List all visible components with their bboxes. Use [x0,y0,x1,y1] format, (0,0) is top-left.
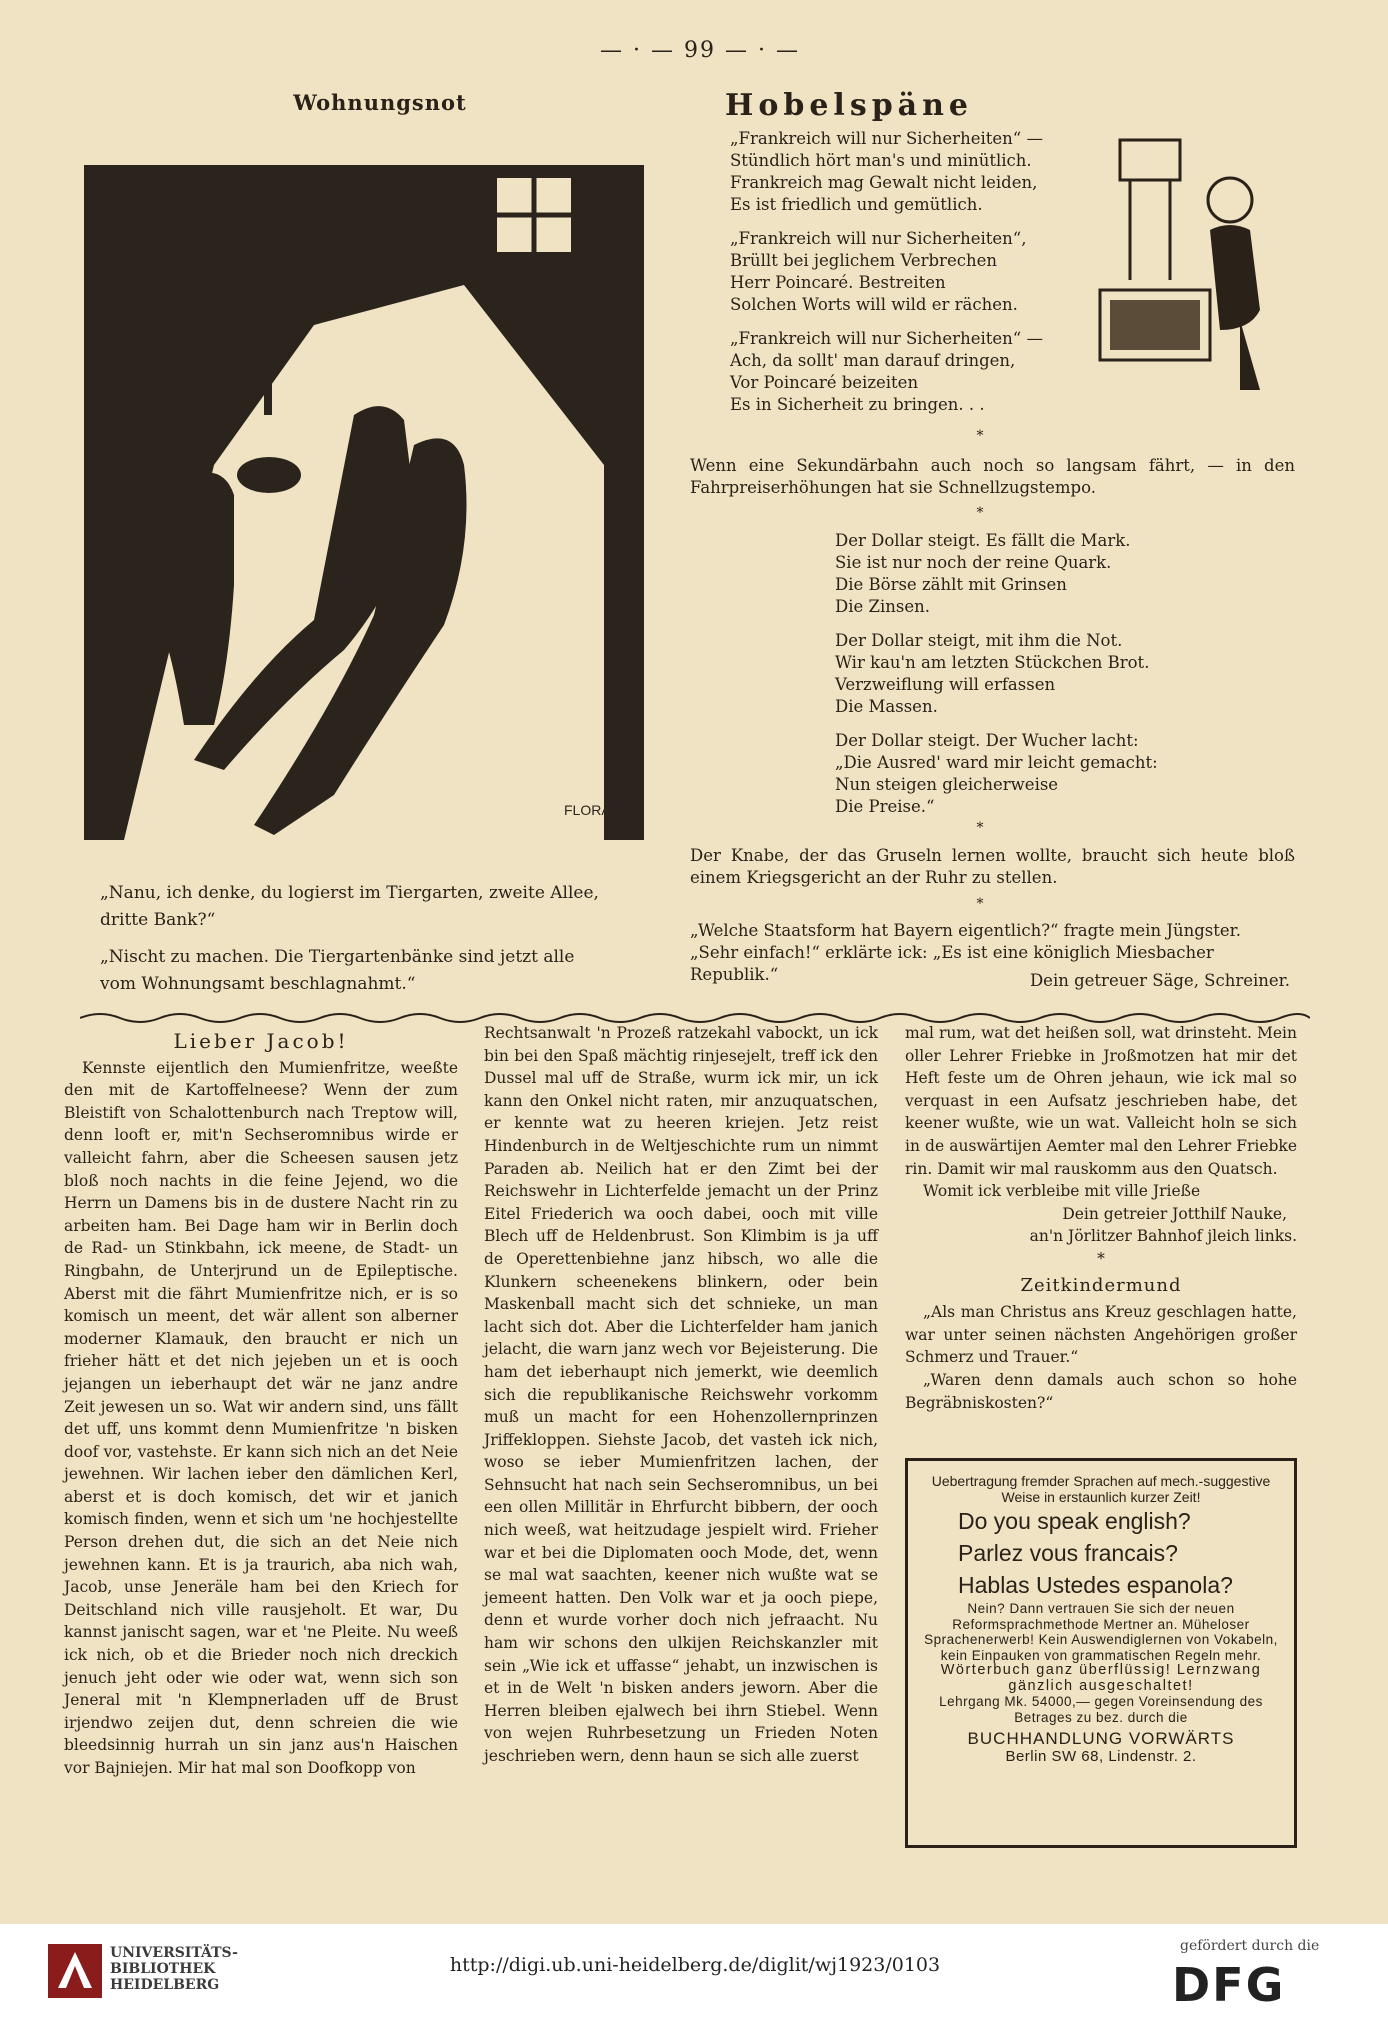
university-logo-icon [48,1944,102,1998]
dfg-logo: DFG [1172,1958,1286,2012]
zeitkindermund-text-1: „Als man Christus ans Kreuz geschlagen hatte, war unter seinen nächsten Angehörigen großer Schmerz und Trauer.“ [905,1303,1297,1367]
page-number: — · — 99 — · — [600,38,800,63]
section-star: * [976,820,984,836]
staatsform-question: „Welche Staatsform hat Bayern eigentlich?“ fragte mein Jüngster. [690,921,1241,940]
ad-language-french: Parlez vous francais? [958,1540,1178,1566]
dollar-stanza: Der Dollar steigt, mit ihm die Not. Wir kau'n am letzten Stückchen Brot. Verzweiflung will erfassen Die Massen. [835,631,1150,716]
hobelspaene-signature: Dein getreuer Säge, Schreiner. [1029,971,1290,990]
poem-1-stanza: „Frankreich will nur Sicherheiten“, Brüllt bei jeglichem Verbrechen Herr Poincaré. Bestreiten Solchen Worts will wild er rächen. [730,229,1027,314]
caption-line-2: „Nischt zu machen. Die Tiergartenbänke sind jetzt alle vom Wohnungsamt beschlagnahmt.“ [100,947,575,994]
ad-price: Lehrgang Mk. 54000,— gegen Voreinsendung des Betrages zu bez. durch die [939,1694,1263,1725]
section-star: * [976,896,984,912]
source-url-link[interactable]: http://digi.ub.uni-heidelberg.de/diglit/wj1923/0103 [449,1954,941,1976]
wohnungsnot-title: Wohnungsnot [293,90,467,115]
lieber-jacob-column-3 [905,1022,1297,1414]
lieber-jacob-sign-1: Dein getreier Jotthilf Nauke, [1062,1204,1287,1223]
dollar-stanza: Der Dollar steigt. Es fällt die Mark. Sie ist nur noch der reine Quark. Die Börse zählt mit Grinsen Die Zinsen. [835,531,1131,616]
funded-by-label: gefördert durch die [1180,1938,1320,1954]
language-advertisement [905,1458,1297,1848]
wohnungsnot-caption [100,880,610,1008]
ad-shop: BUCHHANDLUNG VORWÄRTS [967,1729,1235,1748]
lieber-jacob-text-1: Kennste eijentlich den Mumienfritze, weeßte den mit de Kartoffelneese? Wenn der zum Bleistift von Schalottenburch nach Treptow will, denn looft er, mit'n Sechseromnibus wirde er valleicht fahrn, aber die Scheesen sausen jetz bloß noch nachts in die feine Jejend, wo die Herrn un Damens bis in de dustere Nacht rin zu arbeiten ham. Bei Dage ham wir in Berlin doch de Rad- un Stinkbahn, ick meene, de Stadt- un Ringbahn, de Unterjrund un de Epileptische. Aberst mit die fährt Mumienfritze nich, er is so komisch un meent, det wär allent son alberner moderner Klamauk, den braucht er nich un frieher hätt et det nich jejeben un et is ooch jejangen un ieberhaupt det wär ne janz andre Zeit jewesen un so. Wat wir andern sind, uns fällt det uff, uns kommt denn Mumienfritze 'n bisken doof vor, vastehste. Er kann sich nich an det Neie jewehnen. Wir lachen ieber den dämlichen Kerl, aberst et is doch komisch, det wir et janich komisch finden, wenn et sich um 'ne hochjestellte Person drehen dut, die sich an det Neie nich jewehnen kann. Et is ja traurich, aba nich wah, Jacob, unse Jeneräle ham bei den Kriech for Deitschland nich ville rausjeholt. Et war, Du kannst janischt sagen, war et 'ne Pleite. Nu weeß ick nich, ob et die Brieder noch nich dreckich jenuch jeht oder wie oder wat, wenn sich son Jeneral mit 'n Klempnerladen uff de Brust irjendwo zeijen dut, denn schreien die wie bleedsinnig hurrah un sin janz aus'n Haischen vor Bajniejen. Mir hat mal son Doofkopp von [64,1058,458,1777]
lieber-jacob-column-2 [484,1022,878,1768]
section-star: * [976,428,984,444]
lieber-jacob-text-3: mal rum, wat det heißen soll, wat drinsteht. Mein oller Lehrer Friebke in Jroßmotzen hat mir det Heft feste um de Ohren jehaun, wie ick mal so verquast in een Aufsatz jeschrieben habe, det keener wußte, wie un wat. Valleicht holn se sich in de auswärtijen Aemter mal den Lehrer Friebke rin. Damit wir mal rauskomm aus den Quatsch. [905,1024,1297,1178]
caption-line-1: „Nanu, ich denke, du logierst im Tiergarten, zweite Allee, dritte Bank?“ [100,883,599,930]
ad-dictionary: Wörterbuch ganz überflüssig! Lernzwang gänzlich ausgeschaltet! [940,1662,1262,1694]
section-star: * [1097,1249,1105,1268]
dollar-poem [835,530,1215,830]
hobelspaene-title: Hobelspäne [725,88,974,123]
lieber-jacob-text-2: Rechtsanwalt 'n Prozeß ratzekahl vabockt, un ick bin bei den Spaß mächtig rinjesejelt, treff ick den Dussel mal uff de Straße, wurm ick mir, un ick kann den Onkel nicht raten, mir anzuquatschen, er kennte wat zu heeren kriejen. Jetz reist Hindenburch in de Weltjeschichte rum un nimmt Paraden ab. Neilich hat er den Zimt bei der Reichswehr in Lichterfelde jemacht un der Prinz Eitel Friederich wa ooch dabei, ooch mit ville Blech uff de Heldenbrust. Son Klimbim is ja uff de Operettenbiehne janz hibsch, wo alle die Klunkern scheenekens blinkern, oder bein Maskenball macht sich det schnieke, un man lacht sich dot. Aber die Lichterfelder ham janich jelacht, die warn janz wech vor Bejeisterung. Die ham det ieberhaupt nich jemerkt, wie deemlich sich die republikanische Reichswehr vorkomm muß un macht for een Hohenzollernprinzen Jriffekloppen. Siehste Jacob, det vasteh ick nich, woso se ieber Mumienfritzen lachen, der Sehnsucht hat nach sein Sechseromnibus, un bei een ollen Millitär in Ehrfurcht bibbern, der ooch nich weeß, wat heitzudage jespielt wird. Frieher war et bei die Diplomaten ooch Mode, det, wenn se mal wat saachten, keener nich wußte wat se jemeent hatten. Den Volk war et ja ooch piepe, denn et wurde vorher doch nich jefraacht. Nu ham wir schons den ulkijen Reichskanzler mit sein „Wie ick et uffasse“ jehabt, un inzwischen is et in de Welt 'n bisken anders jeworn. Aber die Herren bleiben ejalwech bei ihrn Stiebel. Wenn von wejen Ruhrbesetzung un Frieden Noten jeschrieben wern, denn haun se sich alle zuerst [484,1024,878,1765]
poem-1-stanza: „Frankreich will nur Sicherheiten“ — Stündlich hört man's und minütlich. Frankreich mag Gewalt nicht leiden, Es ist friedlich und gemütlich. [730,129,1043,214]
lieber-jacob-column-1 [64,1030,458,1780]
carpenter-illustration [1090,120,1290,410]
zeitkindermund-text-2: „Waren denn damals auch schon so hohe Begräbniskosten?“ [905,1370,1297,1412]
lieber-jacob-sign-2: an'n Jörlitzer Bahnhof jleich links. [1029,1227,1297,1246]
hobelspaene-poem-1 [730,128,1070,428]
zeitkindermund-title: Zeitkindermund [1020,1274,1182,1296]
poem-1-stanza: „Frankreich will nur Sicherheiten“ — Ach, da sollt' man darauf dringen, Vor Poincaré beizeiten Es in Sicherheit zu bringen. . . [730,329,1043,414]
ad-address: Berlin SW 68, Lindenstr. 2. [1005,1748,1197,1765]
ad-body: Nein? Dann vertrauen Sie sich der neuen Reformsprachmethode Mertner an. Müheloser Sprachenerwerb! Kein Auswendiglernen von Vokabeln, kein Einpauken von grammatischen Regeln mehr. [924,1601,1278,1663]
lieber-jacob-closing: Womit ick verbleibe mit ville Jrieße [923,1182,1201,1201]
staatsform-answer: „Sehr einfach!“ erklärte ick: „Es ist eine königlich Miesbacher Republik.“ [690,943,1214,984]
illustration-signature: FLORATH [564,802,629,818]
ad-intro: Uebertragung fremder Sprachen auf mech.-suggestive Weise in erstaunlich kurzer Zeit! [931,1473,1271,1505]
ad-language-spanish: Hablas Ustedes espanola? [958,1572,1233,1598]
lieber-jacob-title: Lieber Jacob! [173,1029,349,1053]
ad-language-english: Do you speak english? [958,1508,1191,1534]
dollar-stanza: Der Dollar steigt. Der Wucher lacht: „Die Ausred' ward mir leicht gemacht: Nun steigen gleicherweise Die Preise.“ [835,731,1158,816]
prose-gruseln: Der Knabe, der das Gruseln lernen wollte, braucht sich heute bloß einem Kriegsgericht an der Ruhr zu stellen. [690,846,1295,887]
prose-sekundaerbahn: Wenn eine Sekundärbahn auch noch so langsam fährt, — in den Fahrpreiserhöhungen hat sie Schnellzugstempo. [690,456,1295,497]
section-star: * [976,505,984,521]
wohnungsnot-illustration [84,165,644,840]
university-name: UNIVERSITÄTS- BIBLIOTHEK HEIDELBERG [110,1945,238,1993]
